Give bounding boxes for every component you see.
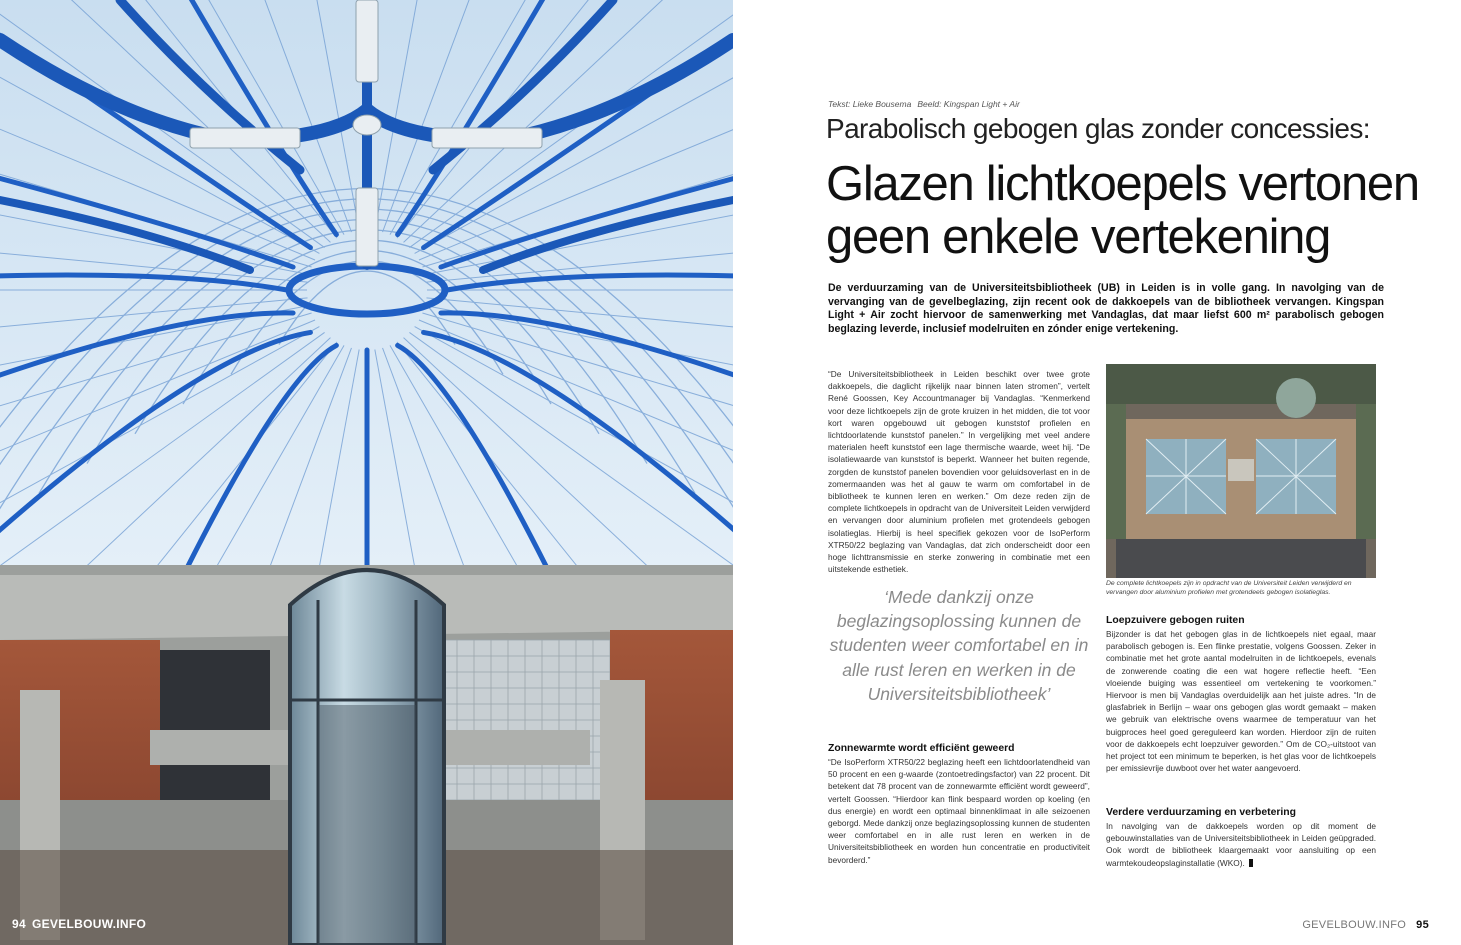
intro-paragraph: “De Universiteitsbibliotheek in Leiden beschikt over twee grote dakkoepels, die daglicht rijkelijk naar binnen laten stromen”, vertelt René Goossen, Key Accountmanager bij Vandaglas. “Kenmerkend voor deze lichtkoepels zijn de grote kruizen in het midden, die tot voor kort waren opgebouwd uit gebogen kunststof profielen en lichtdoorlatende kunststof panelen.” In vergelijking met veel andere materialen heeft kunststof een lage thermische waarde, weet hij. “De isolatiewaarde van kunststof is beperkt. Wanneer het buiten regende, zorgden de kunststof panelen bovendien voor geluidsoverlast en in de zomermaanden was het al gauw te warm om comfortabel in de bibliotheek te kunnen leren en werken.” Om deze reden zijn de complete lichtkoepels in opdracht van de Universiteit Leiden verwijderd en vervangen door aluminium profielen met grotendeels gebogen isolatieglas. Hierbij is heel specifiek gekozen voor de IsoPerform XTR50/22 beglazing van Vandaglas, dat zich onderscheidt door een hoge lichttransmissie en sterke zonwering in combinatie met een uitstekende esthetiek. (828, 369, 1090, 575)
pull-quote: ‘Mede dankzij onze beglazingsoplossing kunnen de studenten weer comfortabel en in alle rust leren en werken in de Universiteitsbibliotheek’ (829, 587, 1089, 704)
photo-caption: De complete lichtkoepels zijn in opdracht van de Universiteit Leiden verwijderd en vervangen door aluminium profielen met grotendeels gebogen isolatieglas. (1106, 580, 1352, 596)
kicker: Parabolisch gebogen glas zonder concessies: (826, 113, 1370, 144)
section-text: Bijzonder is dat het gebogen glas in de lichtkoepels niet egaal, maar parabolisch gebogen is. Een flinke prestatie, volgens Goossen. Zeker in combinatie met het grote aantal modelruiten in de lichtkoepels, evenals de zonwerende coating die een wat hogere reflectie heeft. “Een vloeiende buiging was essentieel om vertekening te voorkomen.” Hiervoor is men bij Vandaglas overduidelijk aan het juiste adres. “In de glasfabriek in Berlijn – waar ons gebogen glas wordt gemaakt – maken we gebruik van elektrische ovens waarmee de temperatuur van het buigproces heel goed gereguleerd kan worden. Hierdoor zijn de ruiten voor de dakkoepels echt loepzuiver geworden.” Om de CO₂-uitstoot van het project tot een minimum te beperken, is het glas voor de lichtkoepels per emissievrije duwboot over het water aangevoerd. (1106, 629, 1376, 774)
brand-left: GEVELBOUW.INFO (31, 917, 147, 931)
section-heading: Zonnewarmte wordt efficiënt geweerd (828, 743, 1015, 754)
headline: Glazen lichtkoepels vertonen geen enkele vertekening (826, 157, 1419, 264)
section-text (1106, 820, 1376, 869)
section-heading: Verdere verduurzaming en verbetering (1106, 807, 1296, 818)
section-text-content: In navolging van de dakkoepels worden op dit moment de gebouwinstallaties van de Universiteitsbibliotheek in Leiden geüpgraded. Ook wordt de bibliotheek klaargemaakt voor aansluiting op een warmtekoudeopslaginstallatie (WKO). (1106, 821, 1376, 868)
section-loepzuiver (1106, 615, 1376, 774)
page-number-right: 95 (1416, 919, 1429, 931)
folio-right (1302, 919, 1429, 931)
section-heading: Loepzuivere gebogen ruiten (1106, 615, 1245, 626)
section-verduurzaming (1106, 807, 1376, 869)
section-zonnewarmte (828, 743, 1090, 866)
image-credit: Beeld: Kingspan Light + Air (917, 99, 1020, 109)
article-page (733, 0, 1461, 945)
text-credit: Tekst: Lieke Bousema (828, 99, 912, 109)
section-text: “De IsoPerform XTR50/22 beglazing heeft een lichtdoorlatendheid van 50 procent en een g-waarde (zontoetredingsfactor) van 22 procent. Dit betekent dat 78 procent van de zonnewarmte efficiënt wordt geweerd”, vertelt Goossen. “Hierdoor kan flink bespaard worden op koeling (en dus energie) en wordt een optimaal binnenklimaat in alle seizoenen geborgd. Mede dankzij onze beglazingsoplossing kunnen de studenten weer comfortabel en in alle rust leren en werken in de Universiteitsbibliotheek en worden hun concentratie en productiviteit bevorderd.” (828, 757, 1090, 865)
brand-right: GEVELBOUW.INFO (1302, 919, 1407, 931)
page-number-left: 94 (12, 917, 26, 931)
lead-paragraph: De verduurzaming van de Universiteitsbibliotheek (UB) in Leiden is in volle gang. In navolging van de vervanging van de gevelbeglazing, zijn recent ook de dakkoepels van de bibliotheek vervangen. Kingspan Light + Air zocht hiervoor de samenwerking met Vandaglas, dat maar liefst 600 m² parabolisch gebogen beglazing leverde, inclusief modelruiten en zónder enige vertekening. (828, 282, 1384, 335)
folio-left (12, 917, 146, 931)
aerial-photo (1106, 364, 1376, 578)
credits (828, 99, 1020, 109)
end-mark-icon (1249, 859, 1253, 867)
